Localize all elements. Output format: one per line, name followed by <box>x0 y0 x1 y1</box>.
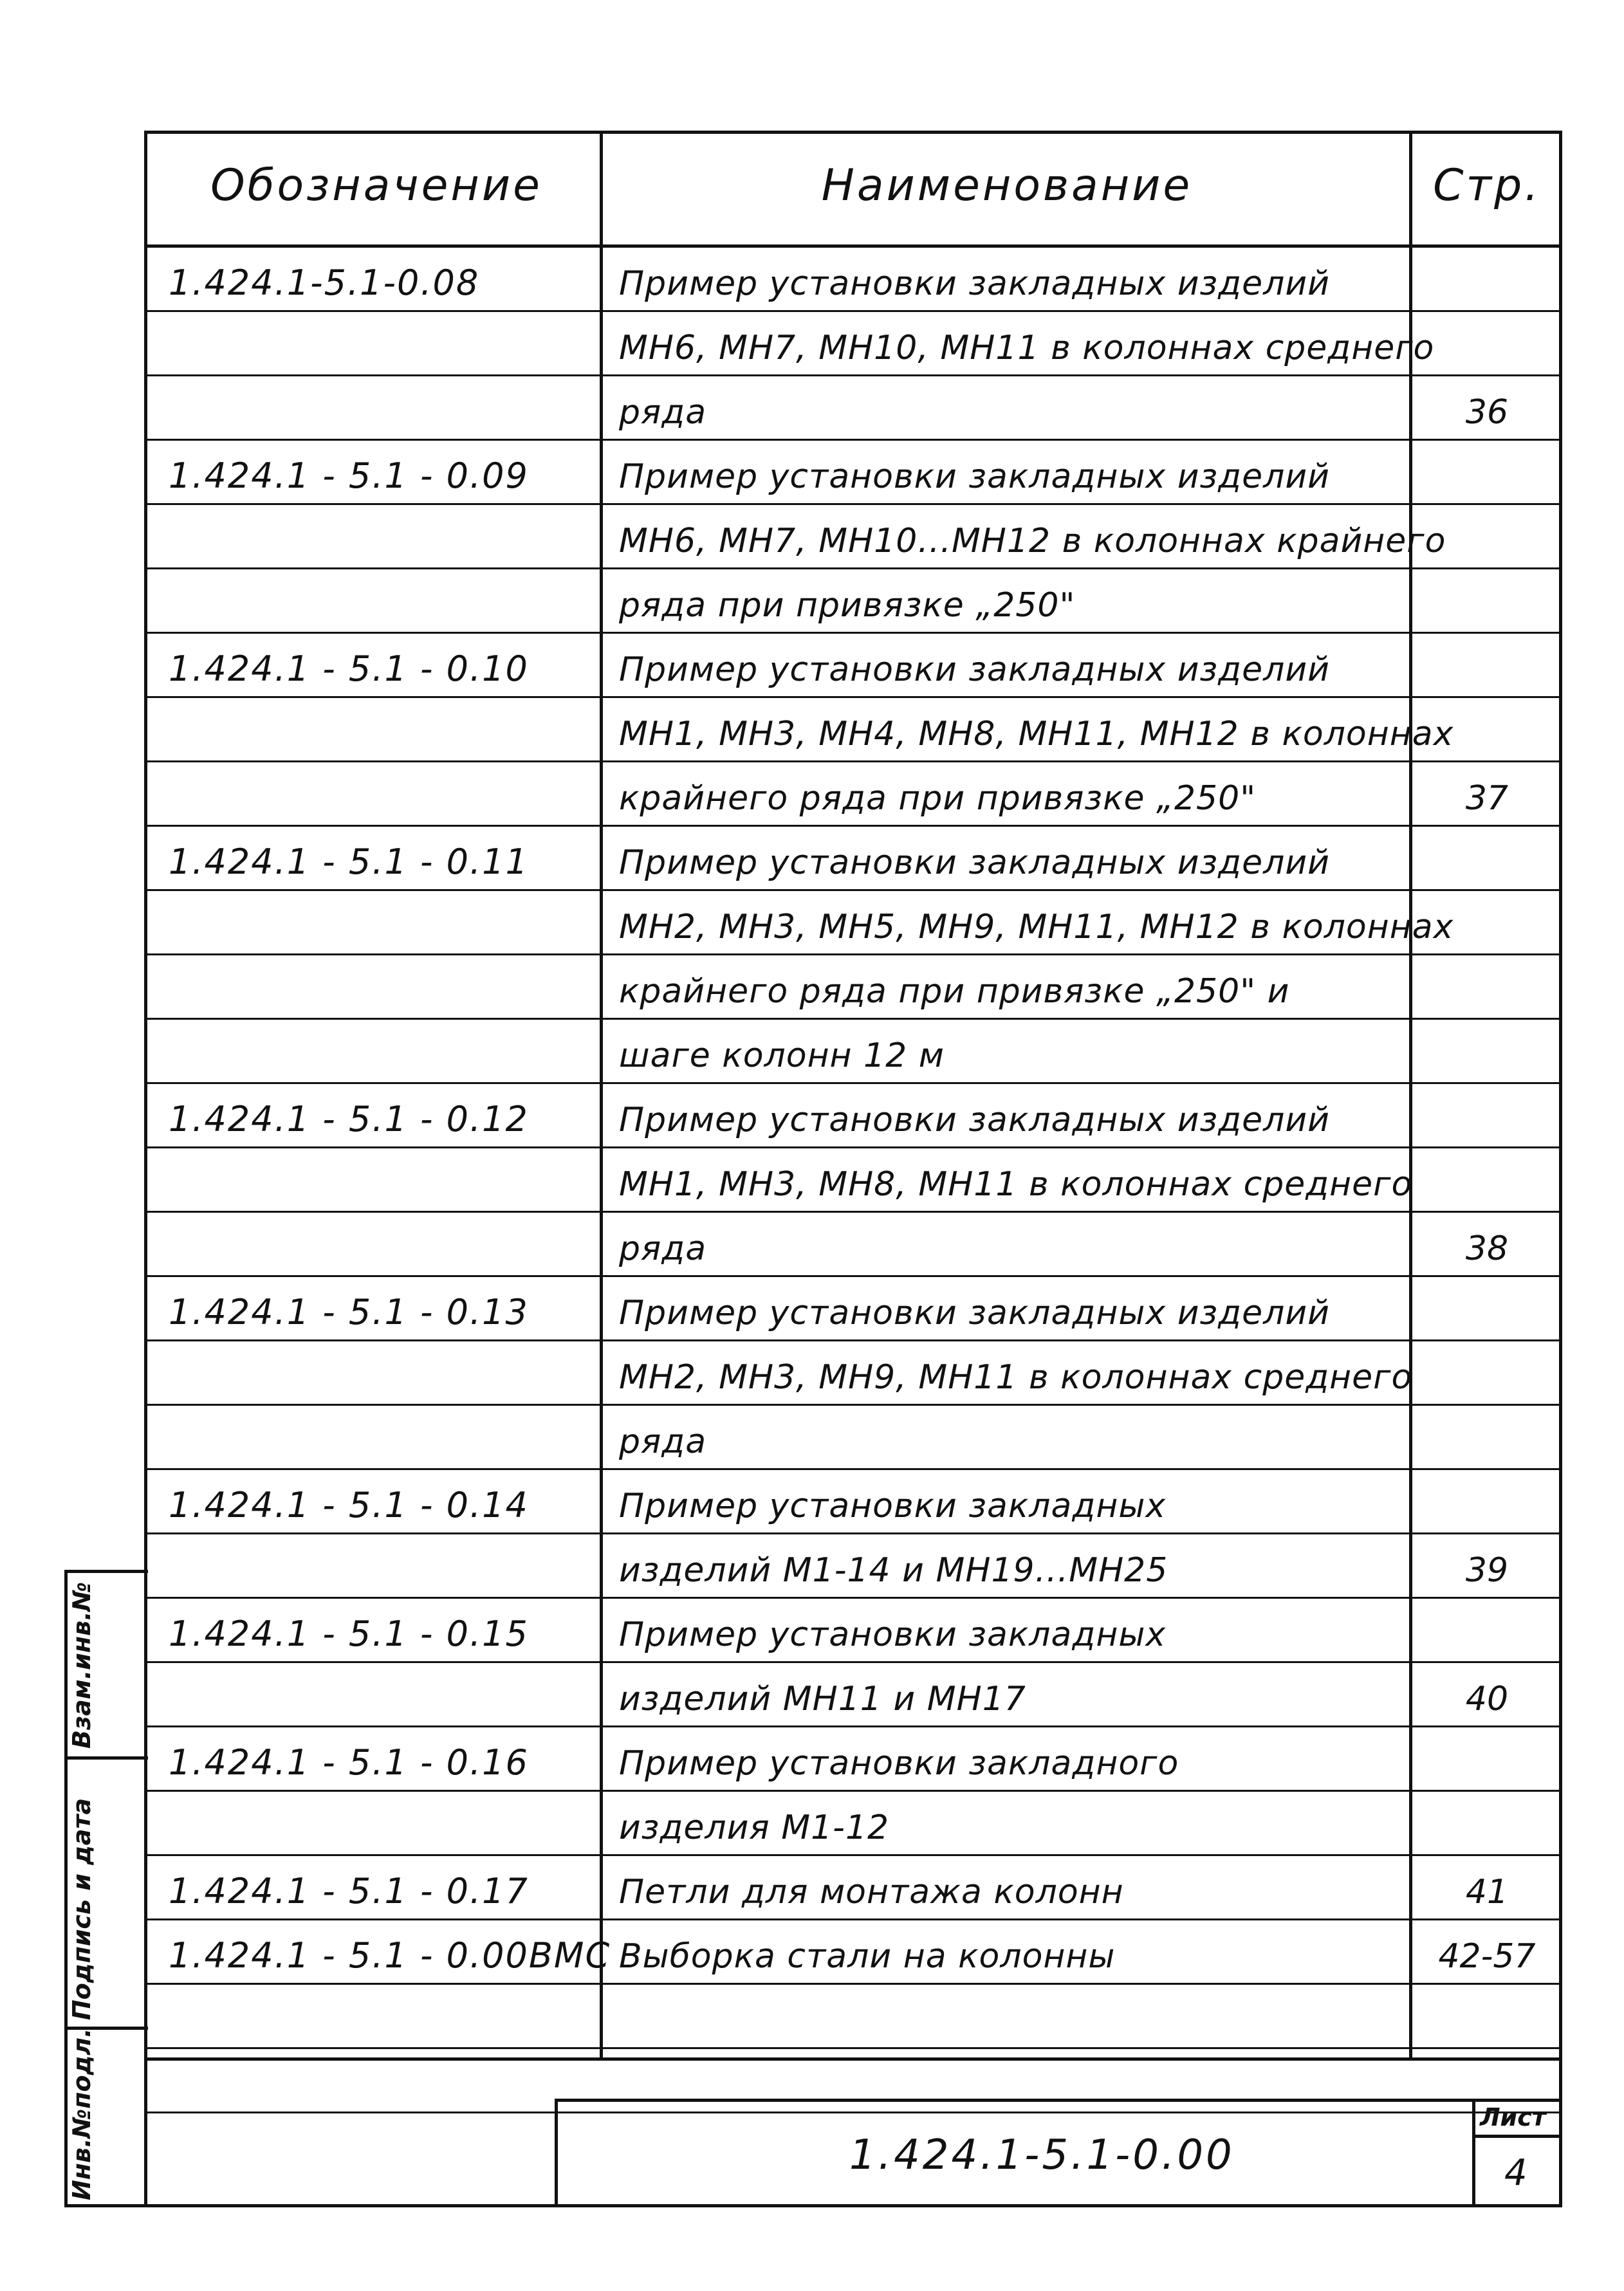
row-name: ряда <box>619 393 707 432</box>
row-page: 42-57 <box>1438 1937 1536 1976</box>
row-designation: 1.424.1 - 5.1 - 0.00ВМС <box>169 1935 611 1976</box>
row-line <box>144 1082 1562 1084</box>
row-designation: 1.424.1 - 5.1 - 0.17 <box>169 1871 529 1911</box>
row-designation: 1.424.1 - 5.1 - 0.09 <box>169 455 529 496</box>
row-designation: 1.424.1 - 5.1 - 0.15 <box>169 1614 529 1654</box>
row-name: ряда при привязке „250" <box>619 586 1076 625</box>
row-name: изделий М1-14 и МН19...МН25 <box>619 1551 1168 1590</box>
header-designation: Обозначение <box>210 160 542 211</box>
row-name: МН2, МН3, МН9, МН11 в колоннах среднего <box>619 1358 1413 1397</box>
row-line <box>144 1339 1562 1341</box>
side-label-podpis-data: Подпись и дата <box>68 1798 96 2020</box>
row-designation: 1.424.1 - 5.1 - 0.10 <box>169 649 529 689</box>
row-name: крайнего ряда при привязке „250" <box>619 779 1257 818</box>
row-name: ряда <box>619 1422 707 1461</box>
stamp-sheet-divider <box>1472 2099 1475 2207</box>
row-name: крайнего ряда при привязке „250" и <box>619 972 1290 1011</box>
stamp-sheet-label: Лист <box>1480 2103 1546 2131</box>
row-designation: 1.424.1 - 5.1 - 0.16 <box>169 1742 529 1783</box>
row-name: Выборка стали на колонны <box>619 1937 1116 1976</box>
row-page: 41 <box>1465 1873 1509 1911</box>
row-line <box>144 889 1562 891</box>
row-line <box>144 1211 1562 1213</box>
row-name: Пример установки закладных изделий <box>619 843 1330 882</box>
row-name: шаге колонн 12 м <box>619 1036 945 1075</box>
header-name: Наименование <box>821 160 1193 211</box>
row-page: 40 <box>1465 1680 1509 1718</box>
side-margin-top <box>64 1570 148 1573</box>
row-line <box>144 1854 1562 1856</box>
row-designation: 1.424.1 - 5.1 - 0.11 <box>169 842 529 882</box>
row-line <box>144 825 1562 827</box>
row-line <box>144 1661 1562 1663</box>
row-name: МН1, МН3, МН8, МН11 в колоннах среднего <box>619 1165 1413 1204</box>
row-line <box>144 439 1562 441</box>
row-line <box>144 632 1562 634</box>
row-line <box>144 760 1562 762</box>
row-name: МН1, МН3, МН4, МН8, МН11, МН12 в колоннах <box>619 715 1454 753</box>
row-name: МН6, МН7, МН10, МН11 в колоннах среднего <box>619 329 1435 367</box>
row-name: Пример установки закладных <box>619 1487 1167 1525</box>
row-name: Пример установки закладных изделий <box>619 1101 1330 1139</box>
row-line <box>144 2047 1562 2049</box>
row-line <box>144 1146 1562 1148</box>
stamp-top-line <box>555 2099 1562 2102</box>
row-line <box>144 953 1562 955</box>
row-name: Пример установки закладных изделий <box>619 1294 1330 1332</box>
row-name: изделий МН11 и МН17 <box>619 1680 1026 1718</box>
row-line <box>144 310 1562 312</box>
side-margin-bottom <box>64 2204 148 2207</box>
stamp-document-code: 1.424.1-5.1-0.00 <box>849 2131 1235 2179</box>
row-line <box>144 1725 1562 1727</box>
column-divider-2 <box>1409 131 1412 2061</box>
row-line <box>144 567 1562 569</box>
header-bottom-line <box>144 244 1562 248</box>
stamp-sheet-line <box>1472 2135 1562 2138</box>
row-line <box>144 2112 1562 2113</box>
row-name: Пример установки закладных изделий <box>619 264 1330 303</box>
row-line <box>144 503 1562 505</box>
row-line <box>144 1597 1562 1599</box>
side-label-vzam-inv: Взам.инв.№ <box>68 1581 96 1749</box>
row-line <box>144 1918 1562 1920</box>
row-name: Пример установки закладного <box>619 1744 1179 1783</box>
row-name: МН2, МН3, МН5, МН9, МН11, МН12 в колоннах <box>619 908 1454 946</box>
row-page: 36 <box>1465 393 1509 432</box>
row-line <box>144 374 1562 376</box>
table-end-line <box>144 2057 1562 2061</box>
row-line <box>144 1790 1562 1792</box>
side-label-inv-podl: Инв.№подл. <box>68 2028 96 2200</box>
header-page: Стр. <box>1433 160 1541 211</box>
row-name: изделия М1-12 <box>619 1808 890 1847</box>
row-name: ряда <box>619 1229 707 1268</box>
stamp-left-line <box>555 2099 558 2207</box>
row-line <box>144 1275 1562 1277</box>
row-name: Пример установки закладных изделий <box>619 650 1330 689</box>
row-line <box>144 1532 1562 1534</box>
row-line <box>144 1404 1562 1406</box>
row-designation: 1.424.1 - 5.1 - 0.14 <box>169 1485 529 1525</box>
row-name: МН6, МН7, МН10...МН12 в колоннах крайнего <box>619 522 1446 560</box>
row-designation: 1.424.1 - 5.1 - 0.12 <box>169 1099 529 1139</box>
side-margin-div-1 <box>64 1756 148 1760</box>
row-name: Пример установки закладных <box>619 1615 1167 1654</box>
row-line <box>144 1983 1562 1985</box>
row-designation: 1.424.1 - 5.1 - 0.13 <box>169 1292 529 1332</box>
row-page: 38 <box>1465 1229 1509 1268</box>
row-name: Петли для монтажа колонн <box>619 1873 1124 1911</box>
row-line <box>144 1018 1562 1020</box>
row-page: 37 <box>1465 779 1509 818</box>
row-line <box>144 1468 1562 1470</box>
column-divider-1 <box>600 131 603 2061</box>
row-designation: 1.424.1-5.1-0.08 <box>169 262 480 303</box>
row-name: Пример установки закладных изделий <box>619 457 1330 496</box>
row-page: 39 <box>1465 1551 1509 1590</box>
row-line <box>144 696 1562 698</box>
stamp-sheet-number: 4 <box>1504 2152 1527 2194</box>
